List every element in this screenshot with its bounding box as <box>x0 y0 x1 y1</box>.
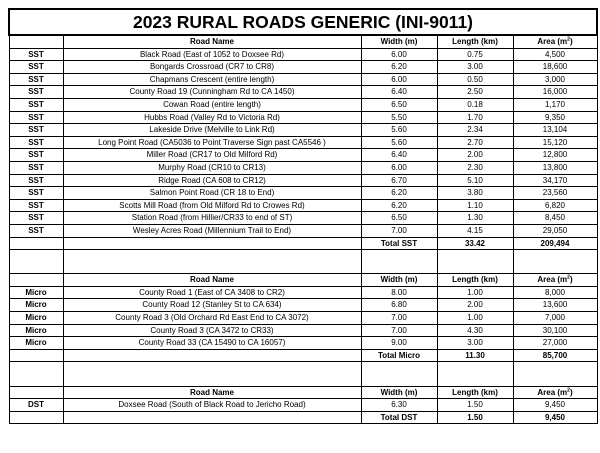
length-cell: 0.75 <box>437 48 513 61</box>
width-cell: 6.20 <box>361 199 437 212</box>
road-name-cell: Lakeside Drive (Melville to Link Rd) <box>63 124 361 137</box>
road-name-cell: County Road 33 (CA 15490 to CA 16057) <box>63 337 361 350</box>
category-cell: SST <box>9 187 63 200</box>
area-cell: 4,500 <box>513 48 597 61</box>
width-cell: 6.30 <box>361 399 437 412</box>
spacer-cell <box>361 362 437 374</box>
spacer-cell <box>437 362 513 374</box>
area-cell: 9,350 <box>513 111 597 124</box>
spacer-cell <box>63 262 361 274</box>
width-cell: 6.40 <box>361 149 437 162</box>
category-cell: SST <box>9 161 63 174</box>
total-row <box>9 349 597 362</box>
area-cell: 1,170 <box>513 98 597 111</box>
header-area-label: Area (m <box>537 387 568 397</box>
table-row <box>9 312 597 325</box>
width-cell: 5.60 <box>361 124 437 137</box>
area-cell: 12,800 <box>513 149 597 162</box>
header-category-cell <box>9 386 63 399</box>
table-row <box>9 73 597 86</box>
total-area: 209,494 <box>513 237 597 250</box>
category-cell: SST <box>9 61 63 74</box>
length-cell: 2.70 <box>437 136 513 149</box>
width-cell: 6.00 <box>361 48 437 61</box>
road-name-cell: Cowan Road (entire length) <box>63 98 361 111</box>
table-row <box>9 199 597 212</box>
page-title: 2023 RURAL ROADS GENERIC (INI-9011) <box>9 9 597 35</box>
total-row <box>9 411 597 424</box>
table-row <box>9 136 597 149</box>
spacer-row <box>9 262 597 274</box>
spacer-cell <box>437 262 513 274</box>
total-label: Total DST <box>361 411 437 424</box>
spacer-cell <box>361 374 437 386</box>
length-cell: 1.50 <box>437 399 513 412</box>
header-area-sup: 2 <box>567 274 570 281</box>
table-row <box>9 48 597 61</box>
table-row <box>9 111 597 124</box>
header-area-close: ) <box>569 37 573 46</box>
spacer-cell <box>361 262 437 274</box>
width-cell: 5.60 <box>361 136 437 149</box>
width-cell: 6.40 <box>361 86 437 99</box>
header-row <box>9 35 597 48</box>
category-cell: SST <box>9 136 63 149</box>
road-table <box>8 8 598 424</box>
road-table-sheet <box>8 8 596 424</box>
category-cell: SST <box>9 149 63 162</box>
width-cell: 5.50 <box>361 111 437 124</box>
spacer-cell <box>9 374 63 386</box>
road-name-cell: Chapmans Crescent (entire length) <box>63 73 361 86</box>
table-row <box>9 86 597 99</box>
length-cell: 5.10 <box>437 174 513 187</box>
total-row <box>9 237 597 250</box>
spacer-cell <box>361 250 437 262</box>
category-cell: Micro <box>9 337 63 350</box>
spacer-cell <box>513 250 597 262</box>
header-row <box>9 274 597 287</box>
category-cell: Micro <box>9 312 63 325</box>
road-name-cell: Murphy Road (CR10 to CR13) <box>63 161 361 174</box>
spacer-cell <box>63 374 361 386</box>
spacer-cell <box>513 262 597 274</box>
header-category-cell <box>9 35 63 48</box>
width-cell: 6.70 <box>361 174 437 187</box>
spacer-row <box>9 374 597 386</box>
category-cell: SST <box>9 98 63 111</box>
area-cell: 34,170 <box>513 174 597 187</box>
spacer-cell <box>63 362 361 374</box>
header-area <box>513 386 597 399</box>
width-cell: 9.00 <box>361 337 437 350</box>
header-category-cell <box>9 274 63 287</box>
total-area: 9,450 <box>513 411 597 424</box>
length-cell: 4.30 <box>437 324 513 337</box>
table-row <box>9 61 597 74</box>
header-length: Length (km) <box>437 35 513 48</box>
area-cell: 27,000 <box>513 337 597 350</box>
length-cell: 2.50 <box>437 86 513 99</box>
header-area-sup: 2 <box>567 36 570 43</box>
header-area-label: Area (m <box>537 275 568 285</box>
table-row <box>9 286 597 299</box>
total-label: Total SST <box>361 237 437 250</box>
table-row <box>9 98 597 111</box>
area-cell: 23,560 <box>513 187 597 200</box>
length-cell: 2.00 <box>437 149 513 162</box>
width-cell: 7.00 <box>361 312 437 325</box>
road-name-cell: Station Road (from Hillier/CR33 to end of ST) <box>63 212 361 225</box>
header-length: Length (km) <box>437 386 513 399</box>
total-length: 1.50 <box>437 411 513 424</box>
category-cell: Micro <box>9 324 63 337</box>
width-cell: 6.20 <box>361 187 437 200</box>
category-cell: SST <box>9 86 63 99</box>
area-cell: 18,600 <box>513 61 597 74</box>
area-cell: 29,050 <box>513 224 597 237</box>
length-cell: 1.70 <box>437 111 513 124</box>
length-cell: 0.50 <box>437 73 513 86</box>
width-cell: 7.00 <box>361 224 437 237</box>
category-cell: Micro <box>9 286 63 299</box>
length-cell: 1.00 <box>437 286 513 299</box>
road-name-cell: Wesley Acres Road (Millennium Trail to End) <box>63 224 361 237</box>
table-row <box>9 399 597 412</box>
table-row <box>9 224 597 237</box>
title-row <box>9 9 597 35</box>
road-name-cell: County Road 19 (Cunningham Rd to CA 1450) <box>63 86 361 99</box>
header-area-close: ) <box>569 275 573 285</box>
width-cell: 8.00 <box>361 286 437 299</box>
header-area-sup: 2 <box>567 386 570 393</box>
header-road-name: Road Name <box>63 35 361 48</box>
table-row <box>9 337 597 350</box>
road-name-cell: Hubbs Road (Valley Rd to Victoria Rd) <box>63 111 361 124</box>
header-row <box>9 386 597 399</box>
total-empty-cell <box>9 349 63 362</box>
road-name-cell: Bongards Crossroad (CR7 to CR8) <box>63 61 361 74</box>
spacer-cell <box>63 250 361 262</box>
spacer-cell <box>437 250 513 262</box>
length-cell: 1.10 <box>437 199 513 212</box>
width-cell: 6.00 <box>361 73 437 86</box>
length-cell: 2.00 <box>437 299 513 312</box>
total-empty-cell <box>63 349 361 362</box>
spacer-cell <box>437 374 513 386</box>
category-cell: SST <box>9 73 63 86</box>
area-cell: 7,000 <box>513 312 597 325</box>
total-empty-cell <box>9 411 63 424</box>
length-cell: 3.80 <box>437 187 513 200</box>
area-cell: 15,120 <box>513 136 597 149</box>
table-row <box>9 124 597 137</box>
width-cell: 6.50 <box>361 212 437 225</box>
category-cell: SST <box>9 212 63 225</box>
area-cell: 3,000 <box>513 73 597 86</box>
table-row <box>9 149 597 162</box>
area-cell: 30,100 <box>513 324 597 337</box>
total-area: 85,700 <box>513 349 597 362</box>
spacer-cell <box>9 262 63 274</box>
length-cell: 0.18 <box>437 98 513 111</box>
total-empty-cell <box>63 411 361 424</box>
table-row <box>9 212 597 225</box>
header-width: Width (m) <box>361 35 437 48</box>
total-empty-cell <box>9 237 63 250</box>
category-cell: DST <box>9 399 63 412</box>
header-width: Width (m) <box>361 386 437 399</box>
area-cell: 6,820 <box>513 199 597 212</box>
width-cell: 6.00 <box>361 161 437 174</box>
table-row <box>9 174 597 187</box>
table-row <box>9 299 597 312</box>
area-cell: 13,104 <box>513 124 597 137</box>
category-cell: SST <box>9 174 63 187</box>
spacer-cell <box>9 250 63 262</box>
road-name-cell: County Road 3 (Old Orchard Rd East End to CA 3072) <box>63 312 361 325</box>
header-road-name: Road Name <box>63 386 361 399</box>
category-cell: SST <box>9 124 63 137</box>
header-road-name: Road Name <box>63 274 361 287</box>
road-name-cell: County Road 12 (Stanley St to CA 634) <box>63 299 361 312</box>
spacer-row <box>9 250 597 262</box>
table-row <box>9 161 597 174</box>
area-cell: 13,800 <box>513 161 597 174</box>
category-cell: SST <box>9 48 63 61</box>
category-cell: SST <box>9 224 63 237</box>
area-cell: 16,000 <box>513 86 597 99</box>
width-cell: 6.50 <box>361 98 437 111</box>
spacer-cell <box>513 374 597 386</box>
road-name-cell: County Road 3 (CA 3472 to CR33) <box>63 324 361 337</box>
width-cell: 7.00 <box>361 324 437 337</box>
road-name-cell: County Road 1 (East of CA 3408 to CR2) <box>63 286 361 299</box>
category-cell: SST <box>9 199 63 212</box>
road-name-cell: Doxsee Road (South of Black Road to Jericho Road) <box>63 399 361 412</box>
road-name-cell: Long Point Road (CA5036 to Point Traverse Sign past CA5546 ) <box>63 136 361 149</box>
total-empty-cell <box>63 237 361 250</box>
header-length: Length (km) <box>437 274 513 287</box>
length-cell: 2.34 <box>437 124 513 137</box>
length-cell: 1.30 <box>437 212 513 225</box>
width-cell: 6.20 <box>361 61 437 74</box>
road-name-cell: Black Road (East of 1052 to Doxsee Rd) <box>63 48 361 61</box>
area-cell: 8,000 <box>513 286 597 299</box>
area-cell: 13,600 <box>513 299 597 312</box>
area-cell: 8,450 <box>513 212 597 225</box>
spacer-row <box>9 362 597 374</box>
header-area-label: Area (m <box>537 37 568 46</box>
header-area-close: ) <box>569 387 573 397</box>
table-row <box>9 187 597 200</box>
length-cell: 2.30 <box>437 161 513 174</box>
width-cell: 6.80 <box>361 299 437 312</box>
category-cell: Micro <box>9 299 63 312</box>
table-row <box>9 324 597 337</box>
total-length: 33.42 <box>437 237 513 250</box>
category-cell: SST <box>9 111 63 124</box>
road-name-cell: Ridge Road (CA 608 to CR12) <box>63 174 361 187</box>
length-cell: 3.00 <box>437 337 513 350</box>
total-length: 11.30 <box>437 349 513 362</box>
header-width: Width (m) <box>361 274 437 287</box>
length-cell: 1.00 <box>437 312 513 325</box>
length-cell: 4.15 <box>437 224 513 237</box>
header-area <box>513 274 597 287</box>
spacer-cell <box>513 362 597 374</box>
road-name-cell: Salmon Point Road (CR 18 to End) <box>63 187 361 200</box>
road-name-cell: Miller Road (CR17 to Old Milford Rd) <box>63 149 361 162</box>
total-label: Total Micro <box>361 349 437 362</box>
area-cell: 9,450 <box>513 399 597 412</box>
header-area <box>513 35 597 48</box>
road-name-cell: Scotts Mill Road (from Old Milford Rd to Crowes Rd) <box>63 199 361 212</box>
length-cell: 3.00 <box>437 61 513 74</box>
spacer-cell <box>9 362 63 374</box>
